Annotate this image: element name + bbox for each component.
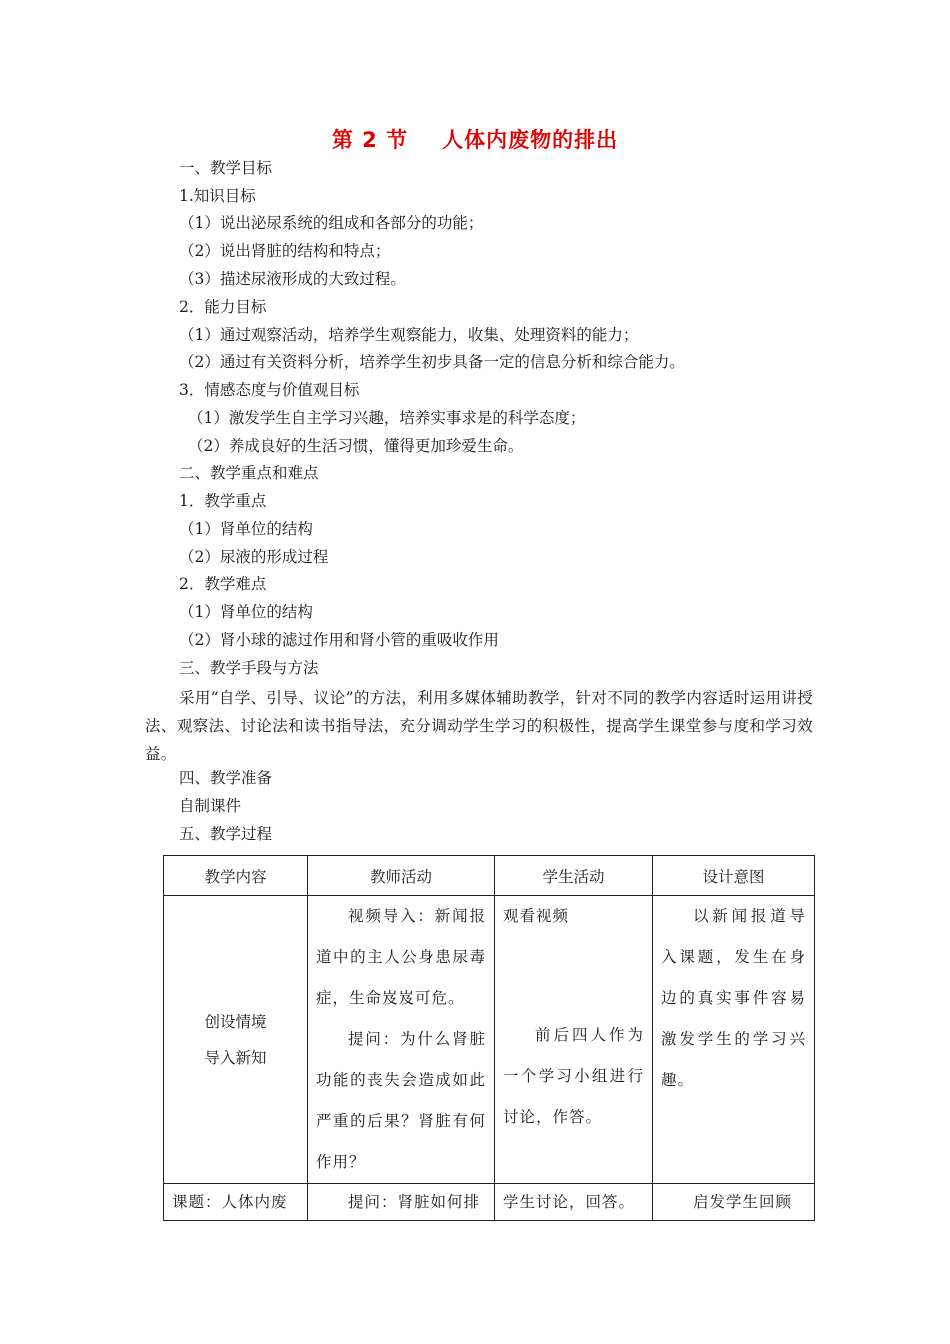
preparation-text: 自制课件 — [179, 797, 242, 815]
teacher-cell — [308, 1184, 495, 1221]
student-cell — [495, 1184, 653, 1221]
subheading-difficult: 2．教学难点 — [179, 575, 267, 593]
teacher-cell — [308, 896, 495, 1184]
list-item: （2）尿液的形成过程 — [179, 548, 329, 566]
list-item: （2）肾小球的滤过作用和肾小管的重吸收作用 — [179, 631, 499, 649]
content-cell — [164, 896, 308, 1184]
subheading-attitude: 3．情感态度与价值观目标 — [179, 381, 360, 399]
page-title — [0, 124, 950, 154]
list-item: （2）通过有关资料分析，培养学生初步具备一定的信息分析和综合能力。 — [179, 353, 685, 371]
intent-cell — [653, 896, 815, 1184]
heading-methods: 三、教学手段与方法 — [179, 659, 319, 677]
design-intent: 以新闻报道导入课题，发生在身边的真实事件容易激发学生的学习兴趣。 — [661, 907, 806, 1089]
process-table — [163, 855, 815, 1221]
teacher-activity: 提问：肾脏如何排 — [348, 1193, 481, 1211]
table-row — [164, 1184, 815, 1221]
content-line: 导入新知 — [204, 1048, 267, 1067]
design-intent: 启发学生回顾 — [693, 1193, 793, 1211]
content-cell — [164, 1184, 308, 1221]
methods-paragraph: 采用“自学、引导、议论”的方法，利用多媒体辅助教学，针对不同的教学内容适时运用讲授法、观察法、讨论法和读书指导法，充分调动学生学习的积极性，提高学生课堂参与度和学习效益。 — [145, 689, 813, 763]
teacher-activity: 视频导入：新闻报道中的主人公身患尿毒症，生命岌岌可危。 — [316, 907, 486, 1007]
teacher-question: 提问：为什么肾脏功能的丧失会造成如此严重的后果？肾脏有何作用？ — [316, 1030, 486, 1171]
header-cell: 设计意图 — [653, 856, 815, 896]
list-item: （3）描述尿液形成的大致过程。 — [179, 270, 406, 288]
student-discussion: 前后四人作为一个学习小组进行讨论，作答。 — [503, 1026, 644, 1126]
heading-key-points: 二、教学重点和难点 — [179, 464, 319, 482]
list-item: （1）通过观察活动，培养学生观察能力，收集、处理资料的能力； — [179, 326, 639, 344]
content-text: 课题：人体内废 — [172, 1193, 288, 1211]
heading-objectives: 一、教学目标 — [179, 159, 273, 177]
table-row — [164, 896, 815, 1184]
header-cell: 学生活动 — [495, 856, 653, 896]
table-header-row — [164, 856, 815, 896]
list-item: （2）说出肾脏的结构和特点； — [179, 242, 391, 260]
list-item: （1）肾单位的结构 — [179, 603, 313, 621]
list-item: （1）肾单位的结构 — [179, 520, 313, 538]
list-item: （2）养成良好的生活习惯，懂得更加珍爱生命。 — [188, 437, 524, 455]
heading-preparation: 四、教学准备 — [179, 769, 273, 787]
intent-cell — [653, 1184, 815, 1221]
list-item: （1）说出泌尿系统的组成和各部分的功能； — [179, 214, 484, 232]
student-activity: 观看视频 — [503, 907, 570, 925]
student-cell — [495, 896, 653, 1184]
header-cell: 教学内容 — [164, 856, 308, 896]
student-activity: 学生讨论，回答。 — [503, 1193, 636, 1211]
heading-process: 五、教学过程 — [179, 825, 273, 843]
subheading-key: 1．教学重点 — [179, 492, 267, 510]
subheading-ability: 2．能力目标 — [179, 298, 267, 316]
list-item: （1）激发学生自主学习兴趣，培养实事求是的科学态度； — [188, 409, 586, 427]
header-cell: 教师活动 — [308, 856, 495, 896]
content-line: 创设情境 — [204, 1012, 267, 1031]
section-number: 第 2 节 — [331, 128, 409, 152]
section-title: 人体内废物的排出 — [442, 128, 619, 152]
subheading-knowledge: 1.知识目标 — [179, 187, 256, 205]
